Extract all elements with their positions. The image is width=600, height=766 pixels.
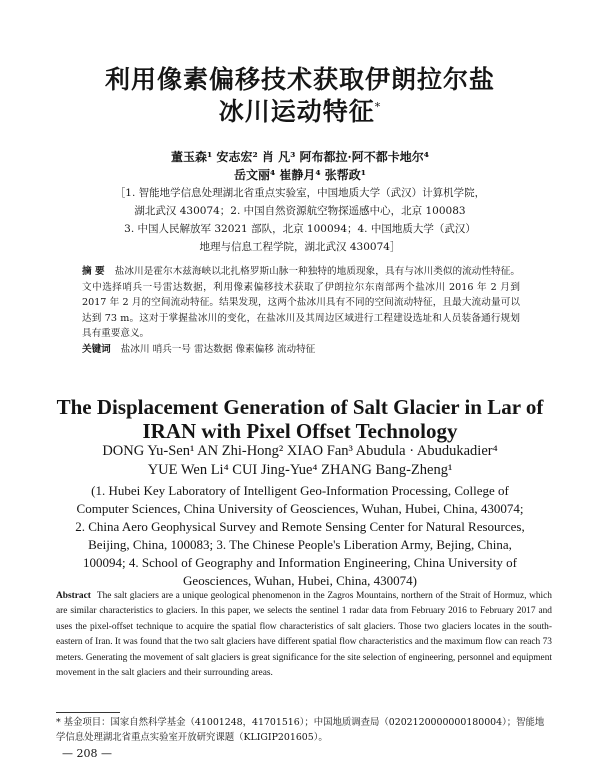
chinese-title-text-2: 冰川运动特征 xyxy=(218,97,375,126)
english-affiliation-line: 2. China Aero Geophysical Survey and Remote Sensing Center for Natural Resources, xyxy=(75,519,525,534)
chinese-abstract xyxy=(82,264,520,357)
english-affiliation-line: Geosciences, Wuhan, Hubei, China, 430074) xyxy=(183,573,417,588)
chinese-title-text-1: 利用像素偏移技术获取伊朗拉尔盐 xyxy=(104,65,495,94)
chinese-abstract-text: 盐冰川是霍尔木兹海峡以北扎格罗斯山脉一种独特的地质现象，具有与冰川类似的流动性特征。文中选择哨兵一号雷达数据，利用像素偏移技术获取了伊朗拉尔东南部两个盐冰川 2016 年 2 月到 2017 年 2 月的空间流动特征。结果发现，这两个盐冰川具有不同的空间流动特征，且最大流动量可以达到 73 m。这对于掌握盐冰川的变化，在盐冰川及其周边区域进行工程建设选址和人员装备通行规划具有重要意义。 xyxy=(82,266,520,339)
english-affiliation-line: 100094; 4. School of Geography and Information Engineering, China University of xyxy=(83,555,517,570)
chinese-keywords-label: 关键词 xyxy=(82,343,111,355)
chinese-affiliation-line: ［1. 智能地学信息处理湖北省重点实验室，中国地质大学（武汉）计算机学院， xyxy=(114,187,486,199)
chinese-affiliation-line: 湖北武汉 430074；2. 中国自然资源航空物探遥感中心，北京 100083 xyxy=(134,205,466,217)
chinese-title-line-1 xyxy=(0,60,600,96)
chinese-authors-line-2: 岳文丽⁴ 崔静月⁴ 张帮政¹ xyxy=(233,168,367,182)
chinese-title-line-2 xyxy=(0,92,600,128)
english-affiliation-line: (1. Hubei Key Laboratory of Intelligent Geo-Information Processing, College of xyxy=(91,483,509,498)
chinese-abstract-label: 摘 要 xyxy=(82,266,105,277)
english-affiliation-line: Beijing, China, 100083; 3. The Chinese People's Liberation Army, Bejing, China, xyxy=(88,537,512,552)
english-title-line-1: The Displacement Generation of Salt Glacier in Lar of xyxy=(56,395,544,419)
english-abstract-label: Abstract xyxy=(56,591,91,601)
english-abstract-text: The salt glaciers are a unique geological phenomenon in the Zagros Mountains, northern of the Strait of Hormuz, which are similar characteristics to glaciers. In this paper, we selects the sentinel 1 radar data from February 2016 to February 2017 and uses the pixel-offset technique to acquire the spatial flow characteristics of salt glaciers. Those two glaciers locates in the south-eastern of Iran. It was found that the two salt glaciers have different spatial flow characteristics and the maximum flow can reach 73 meters. Generating the movement of salt glaciers is great significance for the site selection of engineering, personnel and equipment movement in the salt glaciers and their surrounding areas. xyxy=(56,591,552,679)
english-title-line-2: IRAN with Pixel Offset Technology xyxy=(142,419,458,443)
english-authors-line-1: DONG Yu-Sen¹ AN Zhi-Hong² XIAO Fan³ Abudula · Abudukadier⁴ xyxy=(102,443,498,459)
chinese-affiliation-line: 地理与信息工程学院，湖北武汉 430074］ xyxy=(199,241,401,253)
chinese-authors-line-1: 董玉森¹ 安志宏² 肖 凡³ 阿布都拉·阿不都卡地尔⁴ xyxy=(171,150,429,164)
footnote-divider xyxy=(56,712,120,713)
chinese-keywords: 盐冰川 哨兵一号 雷达数据 像素偏移 流动特征 xyxy=(120,343,316,355)
page-number: — 208 — xyxy=(62,747,112,760)
english-abstract xyxy=(56,589,552,681)
funding-footnote: * 基金项目：国家自然科学基金（41001248，41701516）；中国地质调查局（0202120000000180004）；智能地学信息处理湖北省重点实验室开放研究课题（KLIGIP201605）。 xyxy=(56,717,545,743)
footnote-marker: * xyxy=(374,100,382,114)
english-affiliation-line: Computer Sciences, China University of Geosciences, Wuhan, Hubei, China, 430074; xyxy=(76,501,524,516)
english-authors-line-2: YUE Wen Li⁴ CUI Jing-Yue⁴ ZHANG Bang-Zheng¹ xyxy=(147,462,453,478)
chinese-affiliation-line: 3. 中国人民解放军 32021 部队，北京 100094；4. 中国地质大学（武汉） xyxy=(124,223,476,235)
